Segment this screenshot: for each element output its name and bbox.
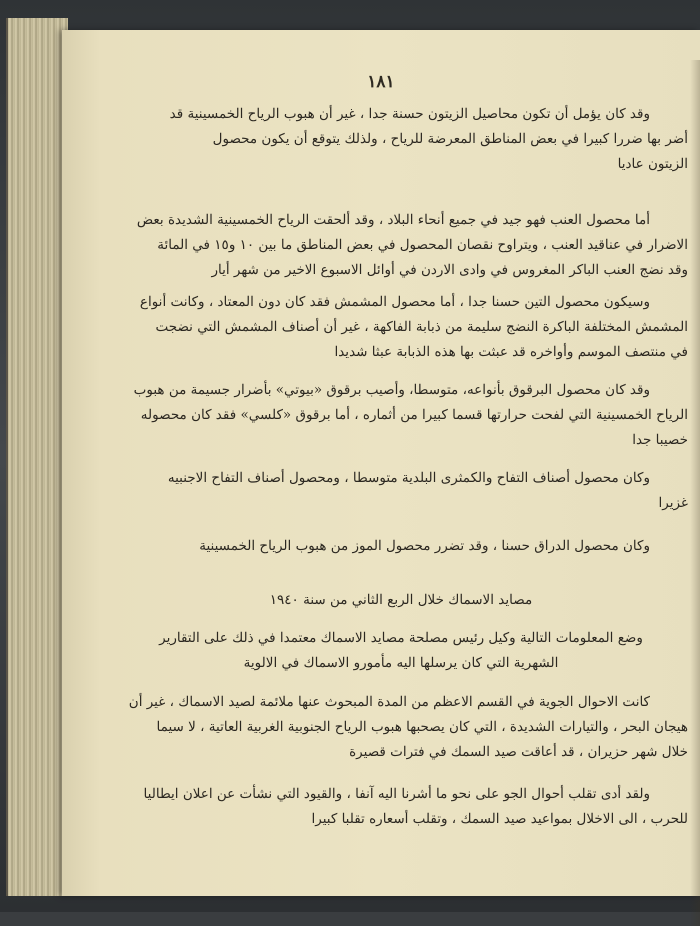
page-shadow (690, 60, 700, 926)
book-page (62, 30, 700, 896)
page-stack-edge (6, 18, 68, 896)
paragraph-grapes (114, 208, 688, 283)
paragraph-olives (114, 102, 688, 177)
text-line: وكان محصول الدراق حسنا ، وقد تضرر محصول الموز من هبوب الرياح الخمسينية (199, 538, 650, 554)
paragraph-war-effects (114, 782, 688, 832)
paragraph-plums (114, 378, 688, 453)
paragraph-peaches-bananas (114, 534, 688, 559)
section-title: مصايد الاسماك خلال الربع الثاني من سنة ١٩٤٠ (269, 592, 533, 608)
text-line: الاضرار في عناقيد العنب ، ويتراوح نقصان المحصول في بعض المناطق ما بين ١٠ و١٥ في المائة (157, 237, 688, 253)
page-number: ١٨١ (367, 72, 395, 92)
text-line: هيجان البحر ، والتيارات الشديدة ، التي كان يصحبها هبوب الرياح الجنوبية الغربية العاتية ، لا سيما (156, 719, 688, 735)
fisheries-intro (114, 626, 688, 676)
text-line: المشمش المختلفة الباكرة النضج سليمة من ذبابة الفاكهة ، غير أن أصناف المشمش التي نضجت (155, 319, 688, 335)
paragraph-apples-pears (114, 466, 688, 516)
text-line: وسيكون محصول التين حسنا جدا ، أما محصول المشمش فقد كان دون المعتاد ، وكانت أنواع (139, 294, 650, 310)
text-line: وقد كان محصول البرقوق بأنواعه، متوسطا، وأصيب برقوق «بيوتي» بأضرار جسيمة من هبوب (133, 382, 650, 398)
text-line: غزيرا (658, 495, 688, 511)
text-line: كانت الاحوال الجوية في القسم الاعظم من المدة المبحوث عنها ملائمة لصيد الاسماك ، غير أن (128, 694, 650, 710)
text-line: وضع المعلومات التالية وكيل رئيس مصلحة مصايد الاسماك معتمدا في ذلك على التقارير (159, 630, 643, 646)
text-line: للحرب ، الى الاخلال بمواعيد صيد السمك ، وتقلب أسعاره تقلبا كبيرا (311, 811, 688, 827)
text-line: الزيتون عاديا (617, 156, 688, 172)
text-line: ولقد أدى تقلب أحوال الجو على نحو ما أشرنا اليه آنفا ، والقيود التي نشأت عن اعلان ايطاليا (143, 786, 650, 802)
text-line: أضر بها ضررا كبيرا في بعض المناطق المعرضة للرياح ، ولذلك يتوقع أن يكون محصول (212, 131, 688, 147)
paragraph-weather (114, 690, 688, 765)
text-line: الشهرية التي كان يرسلها اليه مأمورو الاسماك في الالوية (243, 655, 559, 671)
text-line: وقد نضج العنب الباكر المغروس في وادى الاردن في أوائل الاسبوع الاخير من شهر أيار (211, 262, 688, 278)
text-line: في منتصف الموسم وأواخره قد عبثت بها هذه الذبابة عبثا شديدا (334, 344, 688, 360)
text-line: الرياح الخمسينية التي لفحت حرارتها قسما كبيرا من أثماره ، أما برقوق «كلسي» فقد كان محصوله (140, 407, 688, 423)
text-line: خصيبا جدا (632, 432, 688, 448)
text-line: وكان محصول أصناف التفاح والكمثرى البلدية متوسطا ، ومحصول أصناف التفاح الاجنبيه (167, 470, 650, 486)
paragraph-figs-apricots (114, 290, 688, 365)
text-line: وقد كان يؤمل أن تكون محاصيل الزيتون حسنة جدا ، غير أن هبوب الرياح الخمسينية قد (169, 106, 650, 122)
text-line: أما محصول العنب فهو جيد في جميع أنحاء البلاد ، وقد ألحقت الرياح الخمسينية الشديدة بعض (136, 212, 650, 228)
text-line: خلال شهر حزيران ، قد أعاقت صيد السمك في فترات قصيرة (349, 744, 688, 760)
